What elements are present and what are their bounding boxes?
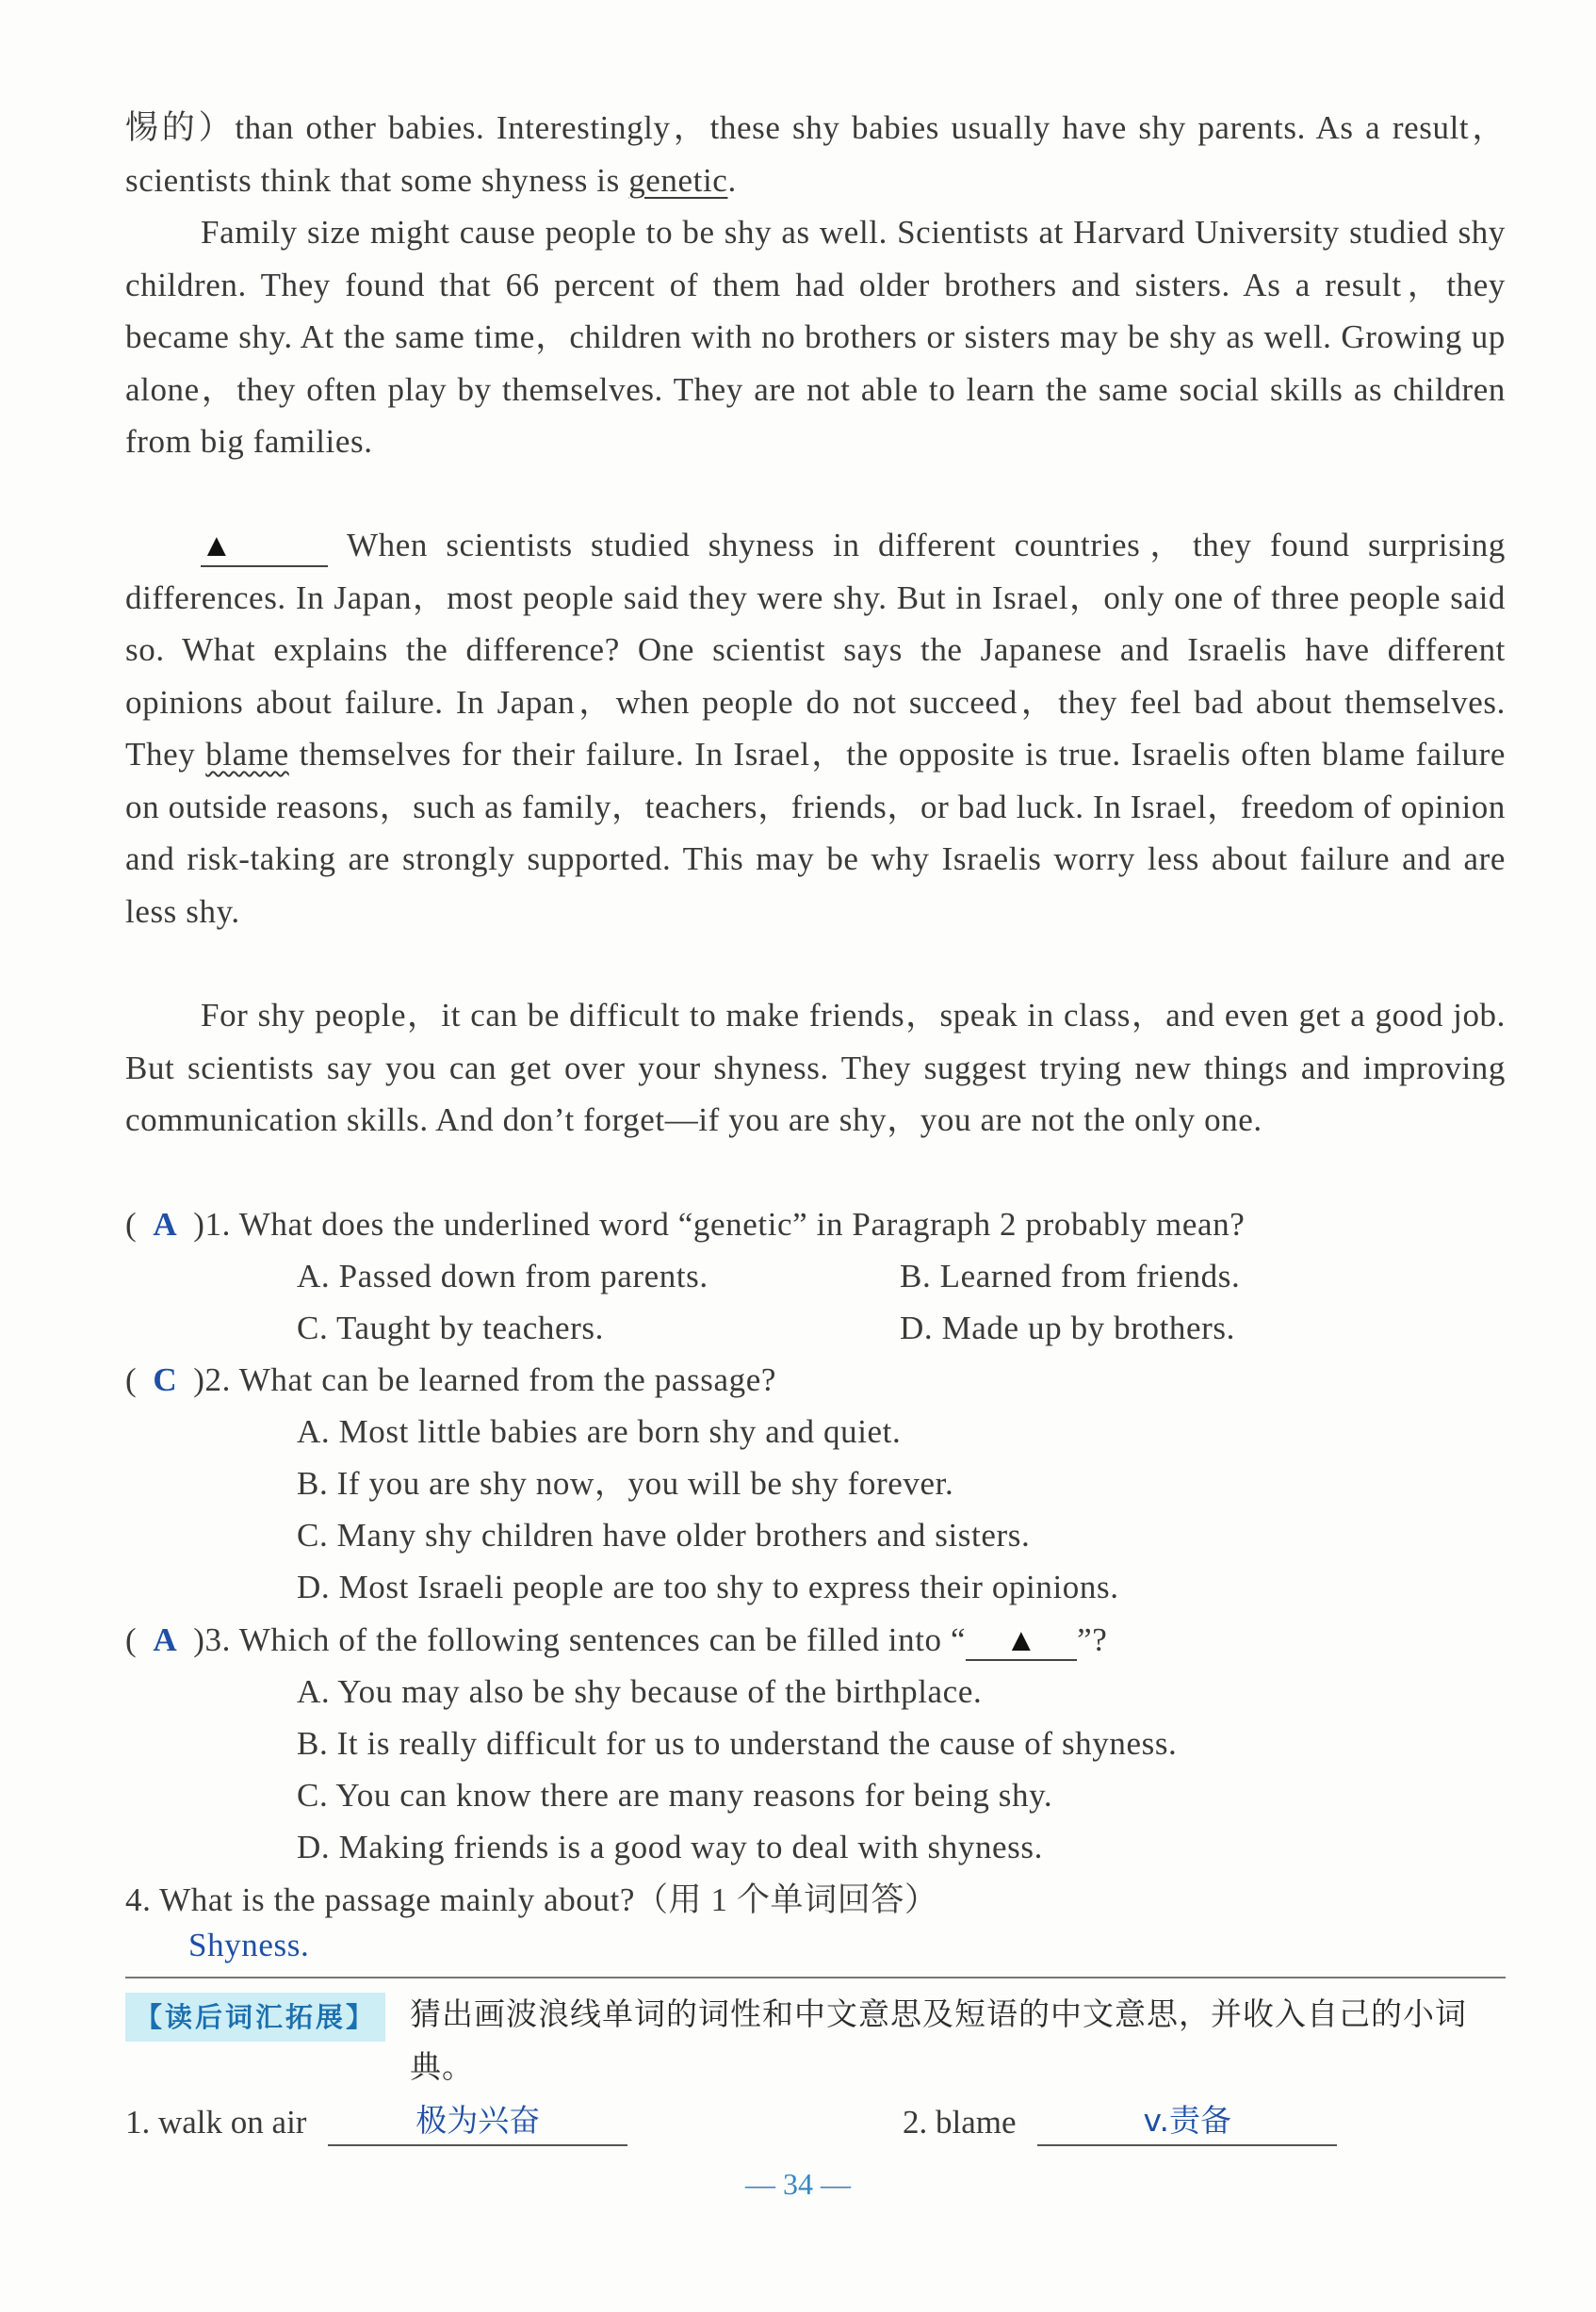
section-divider xyxy=(125,1977,1506,1978)
q2-option-c: C. Many shy children have older brothers and sisters. xyxy=(297,1517,1031,1554)
passage-paragraph-4: For shy people，it can be difficult to make friends，speak in class，and even get a good job. But scientists say you can get over your shyness. They suggest trying new things and improving communication skills. And don’t forget—if you are shy，you are not the only one. xyxy=(125,997,1506,1138)
q2-option-a: A. Most little babies are born shy and quiet. xyxy=(297,1413,902,1450)
vocab-answer-1: 极为兴奋 xyxy=(328,2097,627,2146)
section-tag-label: 读后词汇拓展 xyxy=(165,2001,347,2033)
q2-option-b: B. If you are shy now，you will be shy forever. xyxy=(297,1465,954,1502)
q1-option-c: C. Taught by teachers. xyxy=(297,1310,604,1346)
question-1: ( A )1. What does the underlined word “genetic” in Paragraph 2 probably mean? xyxy=(125,1201,1245,1248)
q3-option-d: D. Making friends is a good way to deal with shyness. xyxy=(297,1829,1043,1865)
question-4: 4. What is the passage mainly about?（用 1 个单词回答） xyxy=(125,1881,938,1918)
passage-paragraph-3 xyxy=(125,519,1506,937)
vocab-item-2 xyxy=(903,2097,1337,2146)
paragraph-text: 惕的）than other babies. Interestingly，these shy babies usually have shy parents. As a result，scientists think that some shyness is xyxy=(125,109,1506,199)
paragraph-text-end: . xyxy=(727,161,737,199)
question-text: What can be learned from the passage? xyxy=(238,1361,776,1398)
answer-1: A xyxy=(153,1206,178,1243)
question-2: ( C )2. What can be learned from the passage? xyxy=(125,1357,776,1404)
passage-paragraph-1 xyxy=(125,102,1506,206)
q1-option-b: B. Learned from friends. xyxy=(900,1258,1241,1294)
vocab-answer-2: v.责备 xyxy=(1037,2097,1337,2146)
question-number: )1. xyxy=(193,1206,231,1243)
q3-option-b: B. It is really difficult for us to understand the cause of shyness. xyxy=(297,1725,1178,1762)
passage-paragraph-2: Family size might cause people to be shy as well. Scientists at Harvard University studied shy children. They found that 66 percent of them had older brothers and sisters. As a result，they became shy. At the same time，children with no brothers or sisters may be shy as well. Growing up alone，they often play by themselves. They are not able to learn the same social skills as children from big families. xyxy=(125,214,1506,460)
q1-option-a: A. Passed down from parents. xyxy=(297,1258,708,1294)
q3-option-a: A. You may also be shy because of the birthplace. xyxy=(297,1673,983,1710)
triangle-icon: ▲ xyxy=(1004,1623,1038,1658)
blank-slot xyxy=(966,1622,1077,1661)
section-tag: 【读后词汇拓展】 xyxy=(125,1993,385,2042)
vocab-item-1 xyxy=(125,2097,627,2146)
answer-3: A xyxy=(153,1621,178,1658)
q1-option-d: D. Made up by brothers. xyxy=(900,1310,1235,1346)
triangle-icon: ▲ xyxy=(201,529,234,563)
question-number: )3. xyxy=(193,1621,231,1658)
q2-option-d: D. Most Israeli people are too shy to express their opinions. xyxy=(297,1569,1119,1605)
paragraph-text-end: themselves for their failure. In Israel，the opposite is true. Israelis often blame failure on outside reasons，such as family，teachers，friends，or bad luck. In Israel，freedom of opinion and risk-taking are strongly supported. This may be why Israelis worry less about failure and are less shy. xyxy=(125,736,1506,930)
vocab-label: 1. walk on air xyxy=(125,2104,307,2141)
question-text: Which of the following sentences can be filled into “ xyxy=(238,1621,967,1658)
question-text: What does the underlined word “genetic” in Paragraph 2 probably mean? xyxy=(238,1206,1246,1243)
wavy-word-blame: blame xyxy=(205,736,289,773)
answer-2: C xyxy=(153,1361,178,1398)
question-text-end: ”? xyxy=(1077,1621,1108,1658)
question-3: ( A )3. Which of the following sentences can be filled into “ ▲ ”? xyxy=(125,1617,1107,1664)
blank-slot xyxy=(201,527,328,567)
page-number: — 34 — xyxy=(745,2167,851,2201)
paragraph-text: When scientists studied shyness in different countries，they found surprising differences. In Japan，most people said they were shy. But in Israel，only one of three people said so. What explains the difference? One scientist says the Japanese and Israelis have different opinions about failure. In Japan，when people do not succeed，they feel bad about themselves. They xyxy=(125,527,1506,773)
question-number: )2. xyxy=(193,1361,231,1398)
underlined-word-genetic: genetic xyxy=(628,161,728,199)
section-instruction: 猜出画波浪线单词的词性和中文意思及短语的中文意思，并收入自己的小词典。 xyxy=(410,1995,1467,2085)
q3-option-c: C. You can know there are many reasons for being shy. xyxy=(297,1777,1053,1814)
vocab-label: 2. blame xyxy=(903,2104,1017,2141)
answer-4: Shyness. xyxy=(188,1927,310,1963)
